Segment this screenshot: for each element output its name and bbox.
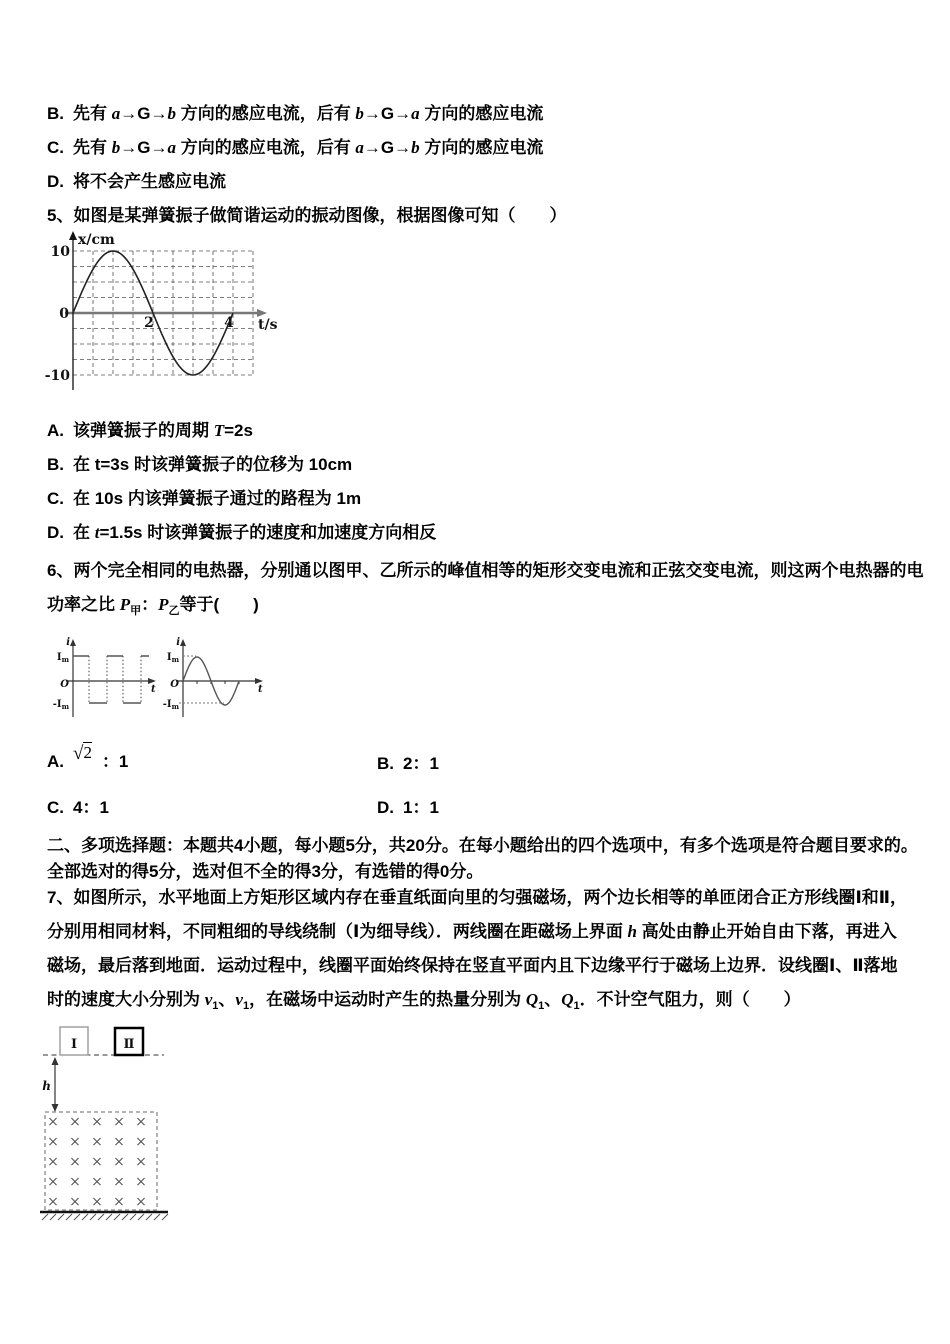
q4-option-d — [47, 171, 226, 192]
negIm-label: $-I_m$ — [52, 699, 69, 711]
i-axis-label: i — [66, 637, 70, 648]
svg-text:×: × — [113, 1134, 125, 1150]
section2-header-line2: 全部选对的得5分，选对但不全的得3分，有选错的得0分。 — [47, 862, 484, 881]
svg-text:×: × — [91, 1114, 103, 1130]
option-label: B. — [377, 754, 394, 773]
option-label: B. — [47, 104, 64, 123]
svg-text:×: × — [91, 1194, 103, 1210]
option-text: 4：1 — [73, 798, 109, 817]
section2-header-line1: 二、多项选择题：本题共4小题，每小题5分，共20分。在每小题给出的四个选项中，有多个选项是符合题目要求的。 — [47, 836, 918, 855]
q7-stem-line1: 7、如图所示，水平地面上方矩形区域内存在垂直纸面向里的匀强磁场，两个边长相等的单匝闭合正方形线圈Ⅰ和Ⅱ， — [47, 888, 907, 907]
ground-hatching — [42, 1214, 168, 1220]
x-tick-4: 4 — [224, 315, 234, 331]
svg-text:×: × — [47, 1134, 59, 1150]
square-wave-curve — [73, 656, 149, 703]
q6-option-b — [377, 753, 439, 774]
option-text: 将不会产生感应电流 — [73, 172, 226, 191]
q6-option-c — [47, 797, 109, 818]
svg-text:×: × — [47, 1194, 59, 1210]
svg-text:×: × — [69, 1174, 81, 1190]
height-arrow-down — [52, 1104, 59, 1112]
option-text: 先有 a→G→b 方向的感应电流，后有 b→G→a 方向的感应电流 — [73, 104, 544, 123]
option-text: 2：1 — [403, 754, 439, 773]
svg-text:×: × — [47, 1174, 59, 1190]
q7-stem-line2: 分别用相同材料，不同粗细的导线绕制（Ⅰ为细导线）．两线圈在距磁场上界面 h 高处由静止开始自由下落，再进入 — [47, 922, 897, 941]
Im-label: $I_m$ — [166, 652, 179, 664]
coil-2-label: Ⅱ — [123, 1037, 135, 1052]
svg-text:×: × — [135, 1174, 147, 1190]
option-text: 在 t=1.5s 时该弹簧振子的速度和加速度方向相反 — [73, 523, 437, 542]
q6-option-a — [47, 743, 129, 772]
question-text: 如图是某弹簧振子做简谐运动的振动图像，根据图像可知（ ） — [73, 206, 567, 225]
q7-stem-line3: 磁场，最后落到地面．运动过程中，线圈平面始终保持在竖直平面内且下边缘平行于磁场上边界．设线圈Ⅰ、Ⅱ落地 — [47, 956, 898, 975]
t-axis-label: t — [151, 684, 156, 695]
y-axis-label: x/cm — [78, 232, 115, 248]
option-label: D. — [47, 523, 64, 542]
height-label: h — [42, 1079, 51, 1093]
q5-option-a — [47, 420, 253, 441]
x-axis-label: t/s — [258, 317, 278, 333]
q6-option-d — [377, 797, 439, 818]
y-tick-0: 0 — [59, 306, 69, 322]
option-text: 在 t=3s 时该弹簧振子的位移为 10cm — [73, 455, 353, 474]
negIm-label: $-I_m$ — [162, 699, 179, 711]
square-wave-transitions — [89, 656, 141, 703]
option-text: √2 ：1 — [73, 743, 129, 771]
y-tick-neg10: -10 — [45, 368, 70, 384]
svg-text:×: × — [69, 1114, 81, 1130]
origin-label: O — [170, 679, 179, 690]
svg-text:×: × — [135, 1114, 147, 1130]
option-label: C. — [47, 138, 64, 157]
svg-text:×: × — [135, 1194, 147, 1210]
i-axis-label: i — [176, 637, 180, 648]
Im-label: $I_m$ — [56, 652, 69, 664]
svg-text:×: × — [47, 1114, 59, 1130]
field-cross-symbols — [47, 1114, 147, 1210]
svg-text:×: × — [113, 1194, 125, 1210]
option-label: D. — [377, 798, 394, 817]
waveform-yi-sine — [163, 637, 263, 717]
q4-option-b — [47, 103, 543, 124]
option-text: 先有 b→G→a 方向的感应电流，后有 a→G→b 方向的感应电流 — [73, 138, 544, 157]
option-text: 1：1 — [403, 798, 439, 817]
question-number: 6、 — [47, 561, 74, 580]
svg-text:×: × — [113, 1154, 125, 1170]
svg-text:×: × — [91, 1154, 103, 1170]
q7-stem-line4: 时的速度大小分别为 $v_1$、$v_1$，在磁场中运动时产生的热量分别为 $Q_1$、$Q_1$．不计空气阻力，则（ ） — [47, 990, 801, 1012]
option-text: 该弹簧振子的周期 T=2s — [73, 421, 253, 440]
q5-stem — [47, 205, 566, 226]
svg-text:×: × — [91, 1174, 103, 1190]
svg-text:×: × — [135, 1134, 147, 1150]
option-label: C. — [47, 798, 64, 817]
q5-oscillation-graph — [45, 228, 355, 400]
svg-text:×: × — [69, 1154, 81, 1170]
option-label: D. — [47, 172, 64, 191]
svg-text:×: × — [69, 1134, 81, 1150]
x-axis-arrow — [257, 309, 267, 317]
svg-text:×: × — [113, 1114, 125, 1130]
option-label: C. — [47, 489, 64, 508]
question-text: 两个完全相同的电热器，分别通以图甲、乙所示的峰值相等的矩形交变电流和正弦交变电流，则这两个电热器的电 — [73, 561, 924, 580]
svg-text:×: × — [113, 1174, 125, 1190]
question-number: 5、 — [47, 206, 74, 225]
origin-label: O — [60, 679, 69, 690]
option-text: 在 10s 内该弹簧振子通过的路程为 1m — [73, 489, 362, 508]
q5-option-b — [47, 454, 352, 475]
svg-text:×: × — [91, 1134, 103, 1150]
svg-text:×: × — [47, 1154, 59, 1170]
q5-option-c — [47, 488, 361, 509]
q6-current-waveforms — [45, 635, 280, 735]
svg-text:×: × — [69, 1194, 81, 1210]
i-axis-arrow — [180, 639, 186, 646]
t-axis-label: t — [258, 684, 263, 695]
i-axis-arrow — [70, 639, 76, 646]
x-tick-2: 2 — [144, 315, 154, 331]
waveform-jia-square — [53, 637, 156, 717]
q6-stem-line1 — [47, 560, 923, 581]
option-label: B. — [47, 455, 64, 474]
q5-option-d — [47, 522, 436, 543]
q6-stem-line2 — [47, 594, 259, 622]
q7-magnetic-field-diagram — [40, 1018, 190, 1233]
coil-1-label: Ⅰ — [70, 1037, 78, 1052]
y-axis-arrow — [69, 231, 77, 240]
q4-option-c — [47, 137, 543, 158]
svg-text:×: × — [135, 1154, 147, 1170]
y-tick-10: 10 — [50, 244, 70, 260]
height-arrow-up — [52, 1057, 59, 1065]
option-label: A. — [47, 421, 64, 440]
question-text: 功率之比 $P_甲$：$P_乙$等于( ) — [47, 595, 259, 617]
option-label: A. — [47, 752, 64, 771]
